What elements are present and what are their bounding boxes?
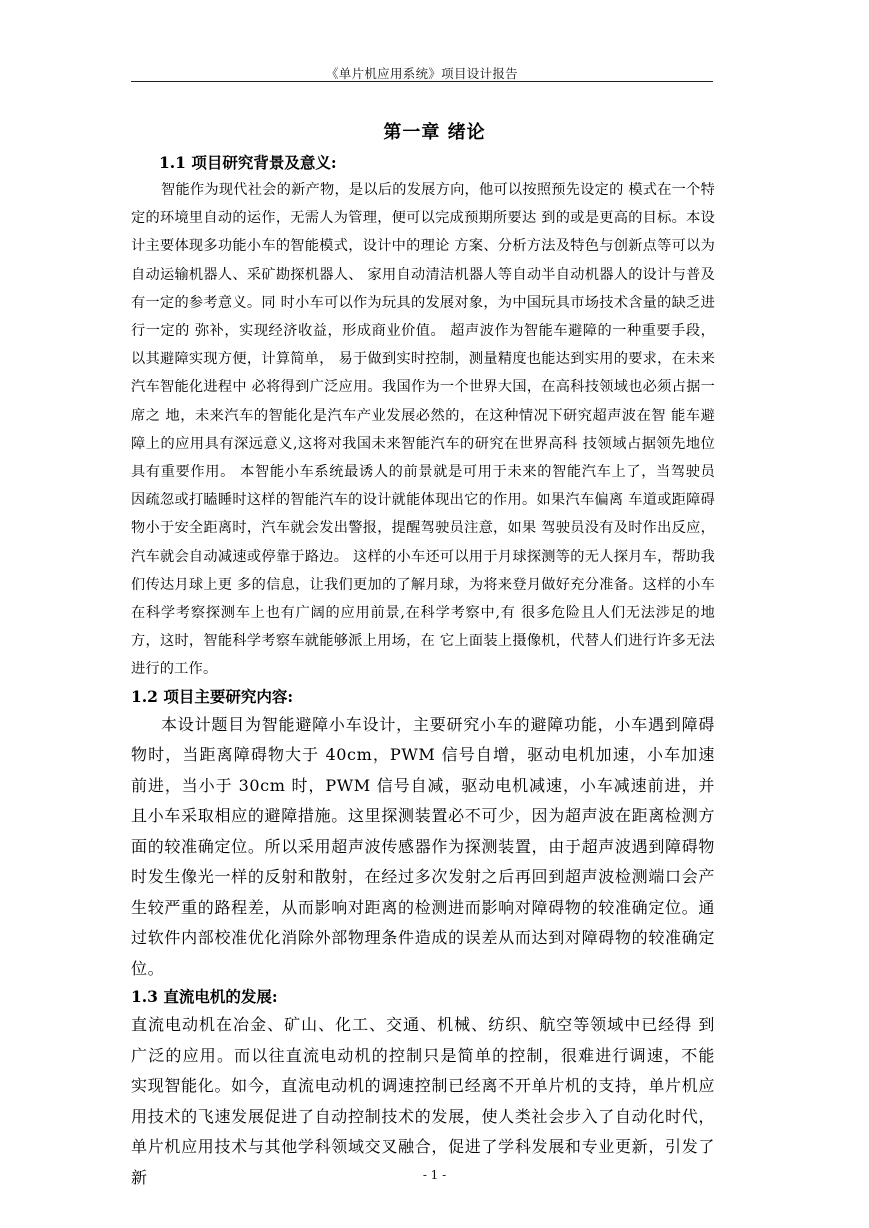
page-number: - 1 - [422, 1168, 447, 1182]
header-rule [131, 81, 713, 82]
document-body [131, 150, 715, 1193]
running-header: 《单片机应用系统》项目设计报告 [325, 66, 518, 81]
section-paragraph-1-3: 直流电动机在冶金、矿山、化工、交通、机械、纺织、航空等领域中已经得 到广泛的应用。而以往直流电动机的控制只是简单的控制，很难进行调速，不能 实现智能化。如今，直流电动机的调速控制已经离不开单片机的支持，单片机应 用技术的飞速发展促进了自动控制技术的发展，使人类社会步入了自动化时代， 单片机应用技术与其他学科领域交叉融合，促进了学科发展和专业更新，引发了 新 [131, 1015, 715, 1187]
section-heading-1-1: 1.1 项目研究背景及意义: [159, 153, 337, 172]
section-heading-1-3: 1.3 直流电机的发展: [131, 987, 278, 1007]
section-paragraph-1-2: 本设计题目为智能避障小车设计，主要研究小车的避障功能，小车遇到障碍物时，当距离障碍物大于 40cm，PWM 信号自增，驱动电机加速，小车加速前进，当小于 30cm 时，PWM 信号自减，驱动电机减速，小车减速前进，并且小车采取相应的避障措施。这里探测装置必不可少，因为超声波在距离检测方面的较准确定位。所以采用超声波传感器作为探测装置，由于超声波遇到障碍物时发生像光一样的反射和散射，在经过多次发射之后再回到超声波检测端口会产生较严重的路程差，从而影响对距离的检测进而影响对障碍物的较准确定位。通过软件内部校准优化消除外部物理条件造成的误差从而达到对障碍物的较准确定位。 [131, 714, 715, 978]
section-paragraph-1-1: 智能作为现代社会的新产物，是以后的发展方向，他可以按照预先设定的 模式在一个特定的环境里自动的运作，无需人为管理，便可以完成预期所要达 到的或是更高的目标。本设计主要体现多功能小车的智能模式，设计中的理论 方案、分析方法及特色与创新点等可以为自动运输机器人、采矿勘探机器人、 家用自动清洁机器人等自动半自动机器人的设计与普及有一定的参考意义。同 时小车可以作为玩具的发展对象，为中国玩具市场技术含量的缺乏进行一定的 弥补，实现经济收益，形成商业价值。 超声波作为智能车避障的一种重要手段，以其避障实现方便，计算简单， 易于做到实时控制，测量精度也能达到实用的要求，在未来汽车智能化进程中 必将得到广泛应用。我国作为一个世界大国，在高科技领域也必须占据一席之 地，未来汽车的智能化是汽车产业发展必然的，在这种情况下研究超声波在智 能车避障上的应用具有深远意义,这将对我国未来智能汽车的研究在世界高科 技领域占据领先地位具有重要作用。 本智能小车系统最诱人的前景就是可用于未来的智能汽车上了，当驾驶员 因疏忽或打瞌睡时这样的智能汽车的设计就能体现出它的作用。如果汽车偏离 车道或距障碍物小于安全距离时，汽车就会发出警报，提醒驾驶员注意，如果 驾驶员没有及时作出反应，汽车就会自动减速或停靠于路边。 这样的小车还可以用于月球探测等的无人探月车，帮助我们传达月球上更 多的信息，让我们更加的了解月球，为将来登月做好充分准备。这样的小车在科学考察探测车上也有广阔的应用前景,在科学考察中,有 很多危险且人们无法涉足的地方，这时，智能科学考察车就能够派上用场，在 它上面装上摄像机，代替人们进行许多无法进行的工作。 [131, 182, 715, 678]
chapter-title: 第一章 绪论 [383, 122, 486, 143]
section-heading-1-2: 1.2 项目主要研究内容: [131, 686, 294, 706]
